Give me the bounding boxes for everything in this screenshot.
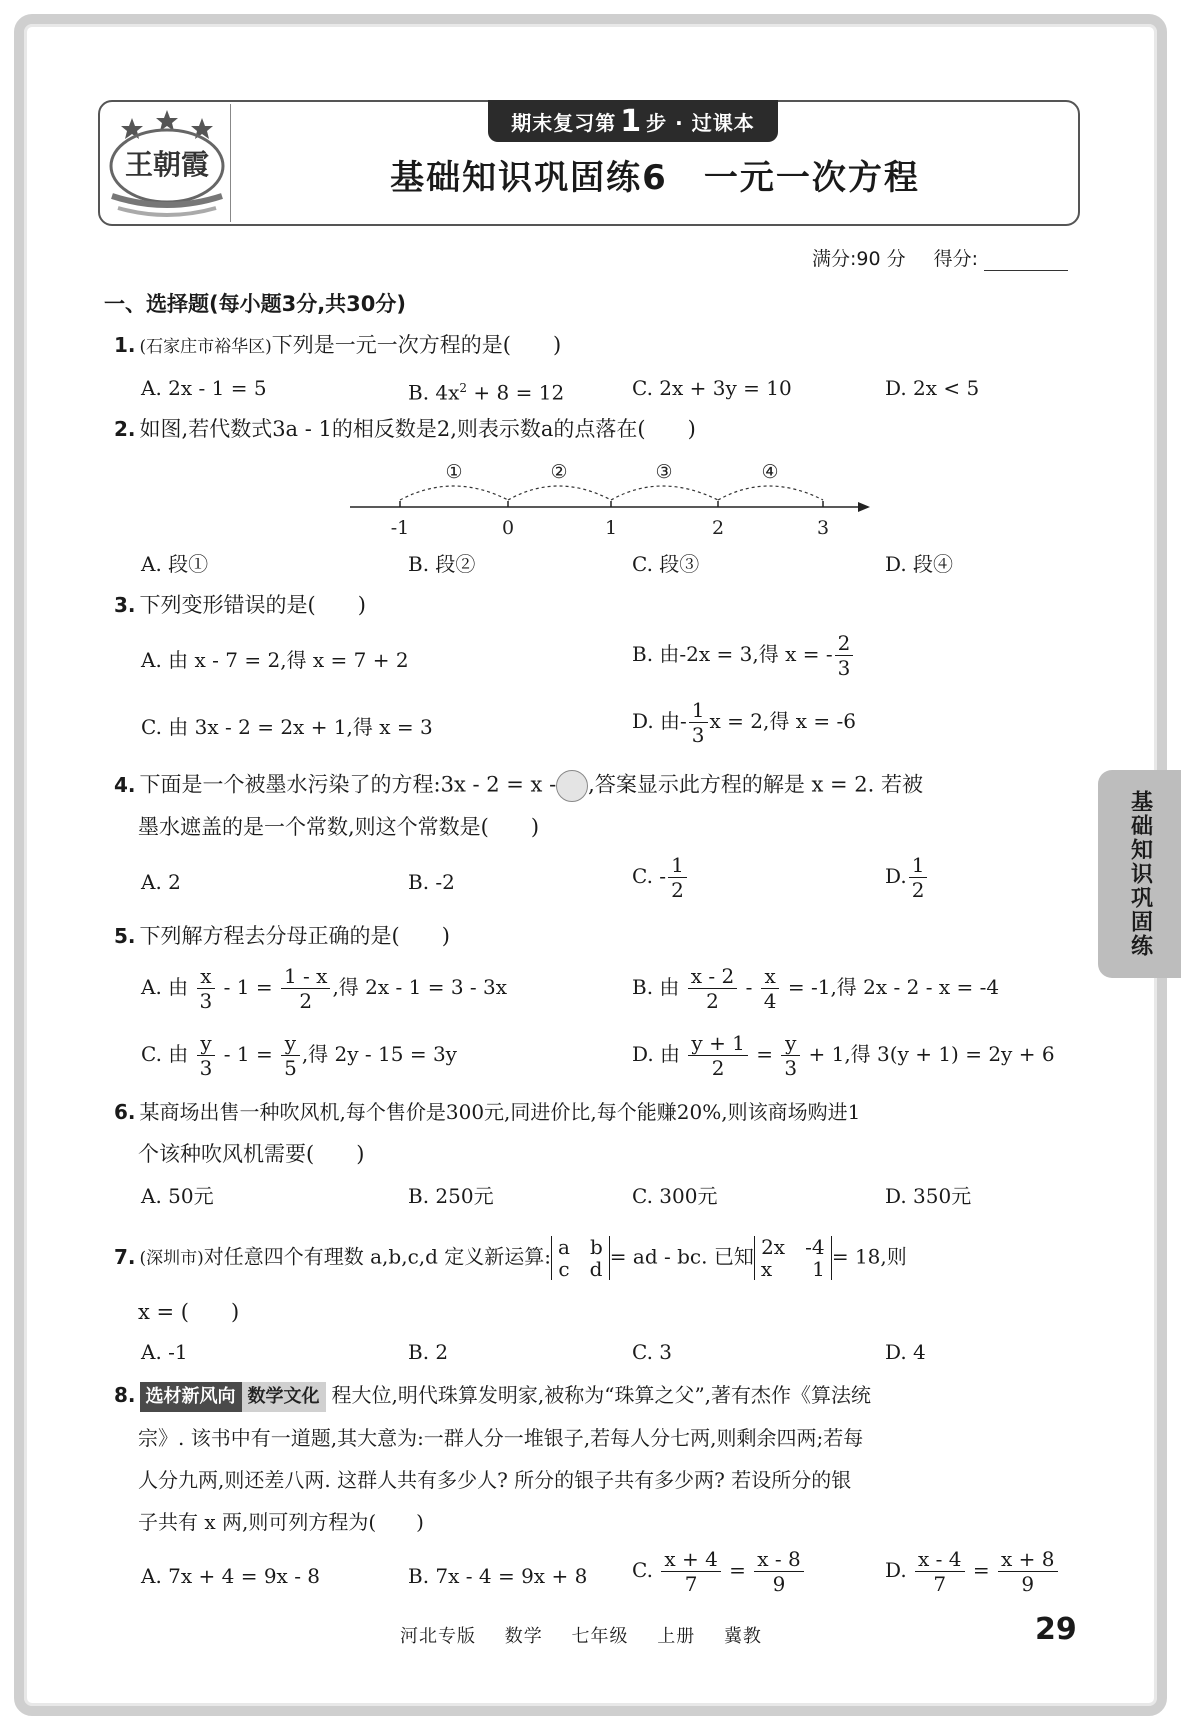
fraction	[281, 1033, 300, 1078]
fraction	[754, 1549, 803, 1594]
fraction	[688, 1033, 748, 1078]
question-8-line3: 人分九两,则还差八两. 这群人共有多少人? 所分的银子共有多少两? 若设所分的银	[138, 1468, 852, 1492]
question-1	[114, 331, 561, 361]
q4-option-a[interactable]: A. 2	[141, 870, 181, 894]
footer-grade: 七年级	[571, 1626, 629, 1647]
q5-d-mid: =	[756, 1042, 774, 1066]
step-tab	[488, 100, 778, 142]
question-7-line2: x = ( )	[138, 1300, 240, 1324]
fraction	[909, 855, 928, 900]
q5-option-c[interactable]	[141, 1033, 457, 1078]
fraction	[835, 633, 854, 678]
q5-option-b[interactable]	[632, 966, 999, 1011]
question-source: (石家庄市裕华区)	[139, 337, 272, 357]
fraction	[915, 1549, 964, 1594]
q1-b-pre: B. 4x	[408, 380, 460, 405]
side-tab-label: 基础知识巩固练	[1127, 790, 1153, 958]
question-6-line2: 个该种吹风机需要( )	[138, 1142, 365, 1166]
fraction	[281, 966, 330, 1011]
question-number: 3.	[114, 593, 136, 617]
q2-option-b[interactable]: B. 段②	[408, 552, 476, 576]
determinant-given	[754, 1236, 832, 1280]
q5-d-pre: D. 由	[632, 1042, 681, 1066]
question-text: 某商场出售一种吹风机,每个售价是300元,同进价比,每个能赚20%,则该商场购进1	[139, 1100, 861, 1124]
denominator: 2	[711, 1056, 725, 1080]
question-text: 程大位,明代珠算发明家,被称为“珠算之父”,著有杰作《算法统	[331, 1383, 872, 1407]
question-number: 4.	[114, 772, 136, 797]
score-blank[interactable]	[984, 252, 1068, 271]
question-7	[114, 1236, 907, 1280]
denominator: 2	[706, 989, 719, 1013]
number-line-figure	[340, 452, 880, 542]
equals-sign: =	[729, 1558, 746, 1582]
q1-b-post: + 8 = 12	[467, 380, 565, 405]
q3-d-post: x = 2,得 x = -6	[709, 709, 856, 733]
numerator: x - 8	[754, 1549, 803, 1572]
question-4-line2: 墨水遮盖的是一个常数,则这个常数是( )	[138, 815, 540, 839]
equals-sign: =	[972, 1558, 990, 1582]
numerator: 1	[909, 855, 928, 878]
fraction	[689, 700, 708, 745]
tick-label: 1	[604, 517, 618, 539]
logo-divider	[230, 104, 231, 222]
numerator: 1 - x	[281, 966, 330, 989]
section-title: 一、选择题(每小题3分,共30分)	[104, 292, 407, 316]
tick-label: 3	[816, 517, 830, 539]
fraction	[197, 966, 216, 1011]
question-number: 6.	[114, 1100, 136, 1124]
footer-publisher: 冀教	[723, 1626, 762, 1647]
arc-segment-4	[718, 486, 823, 500]
numerator: x + 4	[661, 1549, 720, 1572]
q4-option-d[interactable]	[885, 855, 929, 900]
q6-option-b[interactable]: B. 250元	[408, 1184, 494, 1208]
q5-a-mid: - 1 =	[223, 975, 273, 999]
denominator: 3	[691, 723, 705, 747]
question-text-mid: = ad - bc. 已知	[609, 1244, 754, 1269]
q7-option-b[interactable]: B. 2	[408, 1340, 449, 1364]
question-text-post: = 18,则	[831, 1244, 907, 1269]
segment-label-2: ②	[550, 461, 568, 483]
denominator: 3	[199, 1056, 213, 1080]
question-number: 8.	[114, 1383, 136, 1407]
arc-segment-3	[611, 486, 718, 500]
footer-volume: 上册	[657, 1626, 696, 1647]
question-8	[114, 1381, 871, 1412]
q6-option-c[interactable]: C. 300元	[632, 1184, 718, 1208]
q8-option-b[interactable]: B. 7x - 4 = 9x + 8	[408, 1564, 588, 1588]
q3-option-c[interactable]: C. 由 3x - 2 = 2x + 1,得 x = 3	[141, 715, 433, 739]
numerator: 2	[835, 633, 854, 656]
fraction	[197, 1033, 216, 1078]
det-row: c d	[558, 1257, 603, 1281]
tick-label: 0	[501, 517, 515, 539]
question-text-post: ,答案显示此方程的解是 x = 2. 若被	[588, 772, 924, 797]
denominator: 2	[671, 878, 684, 902]
denominator: 4	[763, 989, 777, 1013]
q5-a-pre: A. 由	[141, 975, 189, 999]
q1-b-sup: 2	[459, 381, 468, 395]
question-number: 1.	[114, 333, 136, 357]
question-text: 下列解方程去分母正确的是( )	[139, 924, 450, 948]
q8-c-pre: C.	[632, 1558, 653, 1582]
determinant-definition	[551, 1236, 610, 1280]
logo-stars-icon	[121, 110, 213, 139]
question-text: 如图,若代数式3a - 1的相反数是2,则表示数a的点落在( )	[139, 417, 696, 441]
tick-label: 2	[711, 517, 725, 539]
q4-option-b[interactable]: B. -2	[408, 870, 455, 894]
segment-label-1: ①	[445, 461, 463, 483]
question-number: 2.	[114, 417, 136, 441]
q3-option-d[interactable]	[632, 700, 856, 745]
q5-option-d[interactable]	[632, 1033, 1055, 1078]
footer-subject: 数学	[504, 1626, 543, 1647]
numerator: y	[197, 1033, 216, 1056]
q8-option-c[interactable]	[632, 1549, 806, 1594]
page-title: 基础知识巩固练6 一元一次方程	[390, 158, 920, 198]
question-number: 7.	[114, 1244, 136, 1269]
question-number: 5.	[114, 924, 136, 948]
q8-option-a[interactable]: A. 7x + 4 = 9x - 8	[141, 1564, 321, 1588]
q8-option-d[interactable]	[885, 1549, 1060, 1594]
segment-label-4: ④	[761, 461, 779, 483]
q7-option-c[interactable]: C. 3	[632, 1340, 673, 1364]
q5-c-pre: C. 由	[141, 1042, 189, 1066]
q1-option-b[interactable]	[408, 374, 564, 407]
step-number: 1	[620, 103, 643, 139]
question-8-line2: 宗》. 该书中有一道题,其大意为:一群人分一堆银子,若每人分七两,则剩余四两;若每	[138, 1426, 864, 1450]
footer-edition: 河北专版	[400, 1626, 476, 1647]
denominator: 9	[1021, 1572, 1035, 1596]
logo	[104, 104, 230, 222]
question-8-line4: 子共有 x 两,则可列方程为( )	[138, 1510, 424, 1534]
q4-c-pre: C. -	[632, 864, 667, 888]
tick-label: -1	[390, 517, 410, 539]
ink-blot-icon	[556, 770, 588, 802]
denominator: 3	[199, 989, 213, 1013]
numerator: 1	[689, 700, 708, 723]
q5-a-post: ,得 2x - 1 = 3 - 3x	[332, 975, 508, 999]
fraction	[661, 1549, 720, 1594]
page-number: 29	[1035, 1612, 1077, 1647]
q3-option-a[interactable]: A. 由 x - 7 = 2,得 x = 7 + 2	[141, 648, 409, 672]
denominator: 9	[772, 1572, 786, 1596]
tag-math-culture: 数学文化	[242, 1382, 326, 1412]
q5-b-post: = -1,得 2x - 2 - x = -4	[787, 975, 1000, 999]
q6-option-d[interactable]: D. 350元	[885, 1184, 972, 1208]
q6-option-a[interactable]: A. 50元	[141, 1184, 214, 1208]
question-2	[114, 415, 696, 443]
question-text: 下列变形错误的是( )	[139, 593, 366, 617]
fraction	[688, 966, 737, 1011]
fraction	[761, 966, 780, 1011]
question-text: 下列是一元一次方程的是( )	[271, 333, 562, 357]
q1-option-a[interactable]: A. 2x - 1 = 5	[141, 376, 267, 400]
numerator: 1	[668, 855, 687, 878]
q5-d-post: + 1,得 3(y + 1) = 2y + 6	[808, 1042, 1055, 1066]
numerator: y + 1	[688, 1033, 748, 1056]
denominator: 7	[684, 1572, 698, 1596]
score-line	[812, 244, 1068, 271]
numerator: x - 4	[915, 1549, 964, 1572]
arc-segment-2	[508, 486, 611, 500]
full-score: 满分:90 分	[812, 248, 906, 270]
q8-d-pre: D.	[885, 1558, 907, 1582]
q1-option-d[interactable]: D. 2x < 5	[885, 376, 980, 400]
denominator: 2	[911, 878, 925, 902]
question-source: (深圳市)	[139, 1248, 204, 1269]
arc-segment-1	[400, 486, 508, 500]
svg-text:王朝霞: 王朝霞	[124, 148, 210, 181]
q3-option-b[interactable]	[632, 633, 855, 678]
question-text-pre: 下面是一个被墨水污染了的方程:3x - 2 = x -	[139, 772, 557, 797]
numerator: x	[197, 966, 216, 989]
question-4	[114, 770, 923, 802]
det-row: x 1	[760, 1257, 825, 1281]
denominator: 3	[837, 656, 851, 680]
q5-b-pre: B. 由	[632, 975, 680, 999]
q4-option-c[interactable]	[632, 855, 689, 900]
question-6	[114, 1098, 860, 1126]
denominator: 2	[299, 989, 313, 1013]
denominator: 3	[784, 1056, 798, 1080]
fraction	[998, 1549, 1057, 1594]
denominator: 5	[284, 1056, 297, 1080]
q7-option-d[interactable]: D. 4	[885, 1340, 926, 1364]
q4-d-pre: D.	[885, 864, 907, 888]
topic-tag	[140, 1382, 326, 1412]
axis-arrow-icon	[858, 502, 870, 512]
numerator: x	[761, 966, 780, 989]
question-3	[114, 591, 366, 619]
step-label-after: 步 · 过课本	[646, 110, 755, 135]
question-text-pre: 对任意四个有理数 a,b,c,d 定义新运算:	[203, 1244, 552, 1269]
q5-c-post: ,得 2y - 15 = 3y	[301, 1042, 457, 1066]
q1-option-c[interactable]: C. 2x + 3y = 10	[632, 376, 792, 400]
footer	[400, 1622, 784, 1648]
q5-option-a[interactable]	[141, 966, 507, 1011]
numerator: x - 2	[688, 966, 737, 989]
fraction	[781, 1033, 800, 1078]
score-got-label: 得分:	[933, 248, 979, 270]
q5-c-mid: - 1 =	[223, 1042, 273, 1066]
question-5	[114, 922, 450, 950]
q3-d-pre: D. 由-	[632, 709, 687, 733]
numerator: y	[281, 1033, 300, 1056]
q7-option-a[interactable]: A. -1	[141, 1340, 188, 1364]
det-row: 2x -4	[761, 1235, 825, 1259]
q5-b-mid: -	[745, 975, 753, 999]
side-tab[interactable]	[1098, 770, 1181, 978]
q2-option-c[interactable]: C. 段③	[632, 552, 700, 576]
numerator: y	[781, 1033, 800, 1056]
step-label-before: 期末复习第	[511, 110, 617, 135]
numerator: x + 8	[998, 1549, 1057, 1572]
denominator: 7	[933, 1572, 947, 1596]
q2-option-a[interactable]: A. 段①	[141, 552, 209, 576]
segment-label-3: ③	[655, 461, 673, 483]
tag-new-trend: 选材新风向	[140, 1382, 242, 1412]
det-row: a b	[558, 1235, 603, 1259]
fraction	[668, 855, 687, 900]
q2-option-d[interactable]: D. 段④	[885, 552, 954, 576]
q3-b-pre: B. 由-2x = 3,得 x = -	[632, 642, 833, 666]
